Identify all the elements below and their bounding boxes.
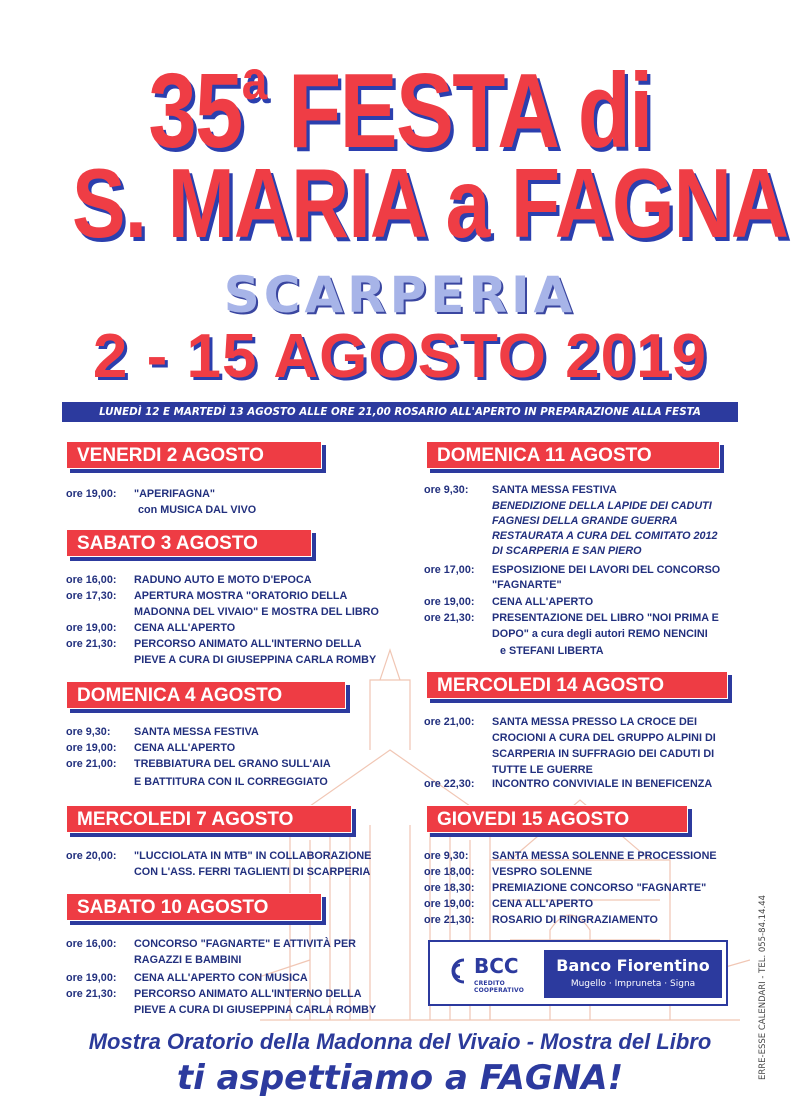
event-time: ore 21,00: (66, 758, 117, 770)
event-desc: CROCIONI A CURA DEL GRUPPO ALPINI DI (492, 732, 716, 744)
day-header-domenica-11: DOMENICA 11 AGOSTO (426, 441, 720, 469)
event-desc: RADUNO AUTO E MOTO D'EPOCA (134, 574, 312, 586)
event-time: ore 18,00: (424, 866, 475, 878)
event-desc: INCONTRO CONVIVIALE IN BENEFICENZA (492, 778, 713, 790)
event-desc: SANTA MESSA PRESSO LA CROCE DEI (492, 716, 697, 728)
day-header-venerdi-2: VENERDI 2 AGOSTO (66, 441, 322, 469)
event-time: ore 22,30: (424, 778, 475, 790)
bcc-letters: BCC (474, 954, 519, 978)
event-desc: "LUCCIOLATA IN MTB" IN COLLABORAZIONE (134, 850, 372, 862)
event-time: ore 9,30: (424, 484, 469, 496)
exhibitions-text: Mostra Oratorio della Madonna del Vivaio - Mostra del Libro (83, 1029, 718, 1054)
bcc-logo (438, 952, 538, 996)
event-desc: "FAGNARTE" (492, 579, 562, 591)
event-desc: CENA ALL'APERTO CON MUSICA (134, 972, 308, 984)
day-header-mercoledi-14: MERCOLEDI 14 AGOSTO (426, 671, 728, 699)
festival-title-line-1 (72, 25, 728, 170)
event-desc: FAGNESI DELLA GRANDE GUERRA (492, 515, 678, 527)
event-desc: BENEDIZIONE DELLA LAPIDE DEI CADUTI (492, 500, 712, 512)
event-desc: CON L'ASS. FERRI TAGLIENTI DI SCARPERIA (134, 866, 371, 878)
festival-title-line-2: S. MARIA a FAGNA (72, 148, 789, 258)
event-time: ore 19,00: (66, 972, 117, 984)
bcc-mark-icon (442, 954, 470, 988)
event-time: ore 19,00: (66, 742, 117, 754)
event-time: ore 9,30: (424, 850, 469, 862)
event-time: ore 17,00: (424, 564, 475, 576)
event-time: ore 16,00: (66, 574, 117, 586)
event-desc: CONCORSO "FAGNARTE" E ATTIVITÀ PER (134, 938, 356, 950)
event-time: ore 20,00: (66, 850, 117, 862)
event-time: ore 16,00: (66, 938, 117, 950)
printer-credit-text: ERRE-ESSE CALENDARI - TEL. 055-84.14.44 (758, 894, 768, 1080)
event-desc: SANTA MESSA SOLENNE E PROCESSIONE (492, 850, 717, 862)
bank-places: Mugello · Impruneta · Signa (570, 979, 696, 989)
event-time: ore 19,00: (424, 898, 475, 910)
event-desc: ROSARIO DI RINGRAZIAMENTO (492, 914, 658, 926)
closing-slogan: ti aspettiamo a FAGNA! (176, 1058, 624, 1098)
day-header-sabato-3: SABATO 3 AGOSTO (66, 529, 312, 557)
event-desc: "APERIFAGNA" (134, 488, 216, 500)
event-desc: SANTA MESSA FESTIVA (492, 484, 617, 496)
event-desc: DI SCARPERIA E SAN PIERO (492, 545, 642, 557)
festival-dates: 2 - 15 AGOSTO 2019 (92, 322, 708, 391)
bank-name-block (544, 950, 722, 998)
event-desc: CENA ALL'APERTO (492, 596, 594, 608)
event-desc: SCARPERIA IN SUFFRAGIO DEI CADUTI DI (492, 748, 715, 760)
event-time: ore 19,00: (424, 596, 475, 608)
event-desc: RESTAURATA A CURA DEL COMITATO 2012 (492, 530, 718, 542)
event-time: ore 21,30: (424, 914, 475, 926)
rosary-banner: LUNEDÌ 12 E MARTEDÌ 13 AGOSTO ALLE ORE 21,00 ROSARIO ALL'APERTO IN PREPARAZIONE ALLA FESTA (62, 402, 738, 422)
exhibitions-line (0, 1028, 800, 1056)
event-desc: RAGAZZI E BAMBINI (134, 954, 242, 966)
edition-ordinal: a (241, 48, 266, 111)
event-time: ore 9,30: (66, 726, 111, 738)
bcc-subtitle: CREDITO COOPERATIVO (474, 980, 525, 994)
event-desc: PERCORSO ANIMATO ALL'INTERNO DELLA (134, 638, 362, 650)
bank-name: Banco Fiorentino (556, 956, 710, 975)
event-time: ore 17,30: (66, 590, 117, 602)
event-desc: APERTURA MOSTRA "ORATORIO DELLA (134, 590, 348, 602)
event-desc: CENA ALL'APERTO (134, 622, 236, 634)
day-header-sabato-10: SABATO 10 AGOSTO (66, 893, 322, 921)
day-header-mercoledi-7: MERCOLEDI 7 AGOSTO (66, 805, 352, 833)
event-desc: TUTTE LE GUERRE (492, 764, 593, 776)
day-header-giovedi-15: GIOVEDI 15 AGOSTO (426, 805, 688, 833)
event-desc: PIEVE A CURA DI GIUSEPPINA CARLA ROMBY (134, 654, 377, 666)
event-time: ore 21,30: (424, 612, 475, 624)
sponsor-logo-box (428, 940, 728, 1006)
event-desc: MADONNA DEL VIVAIO" E MOSTRA DEL LIBRO (134, 606, 379, 618)
event-desc: TREBBIATURA DEL GRANO SULL'AIA (134, 758, 331, 770)
event-time: ore 21,00: (424, 716, 475, 728)
event-desc: PERCORSO ANIMATO ALL'INTERNO DELLA (134, 988, 362, 1000)
event-desc: CENA ALL'APERTO (492, 898, 594, 910)
event-time: ore 18,30: (424, 882, 475, 894)
event-desc: PRESENTAZIONE DEL LIBRO "NOI PRIMA E (492, 612, 719, 624)
event-desc: DOPO" a cura degli autori REMO NENCINI (492, 628, 708, 640)
event-desc: SANTA MESSA FESTIVA (134, 726, 259, 738)
title-line-1-text: FESTA di (265, 52, 652, 170)
day-header-domenica-4: DOMENICA 4 AGOSTO (66, 681, 346, 709)
event-desc: PREMIAZIONE CONCORSO "FAGNARTE" (492, 882, 707, 894)
event-time: ore 19,00: (66, 622, 117, 634)
printer-credit (758, 820, 772, 1080)
event-desc: PIEVE A CURA DI GIUSEPPINA CARLA ROMBY (134, 1004, 377, 1016)
event-time: ore 19,00: (66, 488, 117, 500)
event-desc: CENA ALL'APERTO (134, 742, 236, 754)
event-time: ore 21,30: (66, 988, 117, 1000)
event-time: ore 21,30: (66, 638, 117, 650)
event-desc: ESPOSIZIONE DEI LAVORI DEL CONCORSO (492, 564, 721, 576)
place-name: SCARPERIA (223, 266, 577, 324)
event-desc: VESPRO SOLENNE (492, 866, 593, 878)
edition-number: 35 (148, 52, 242, 170)
event-desc: E BATTITURA CON IL CORREGGIATO (134, 776, 328, 788)
event-desc: e STEFANI LIBERTA (500, 645, 604, 657)
event-desc: con MUSICA DAL VIVO (138, 504, 257, 516)
